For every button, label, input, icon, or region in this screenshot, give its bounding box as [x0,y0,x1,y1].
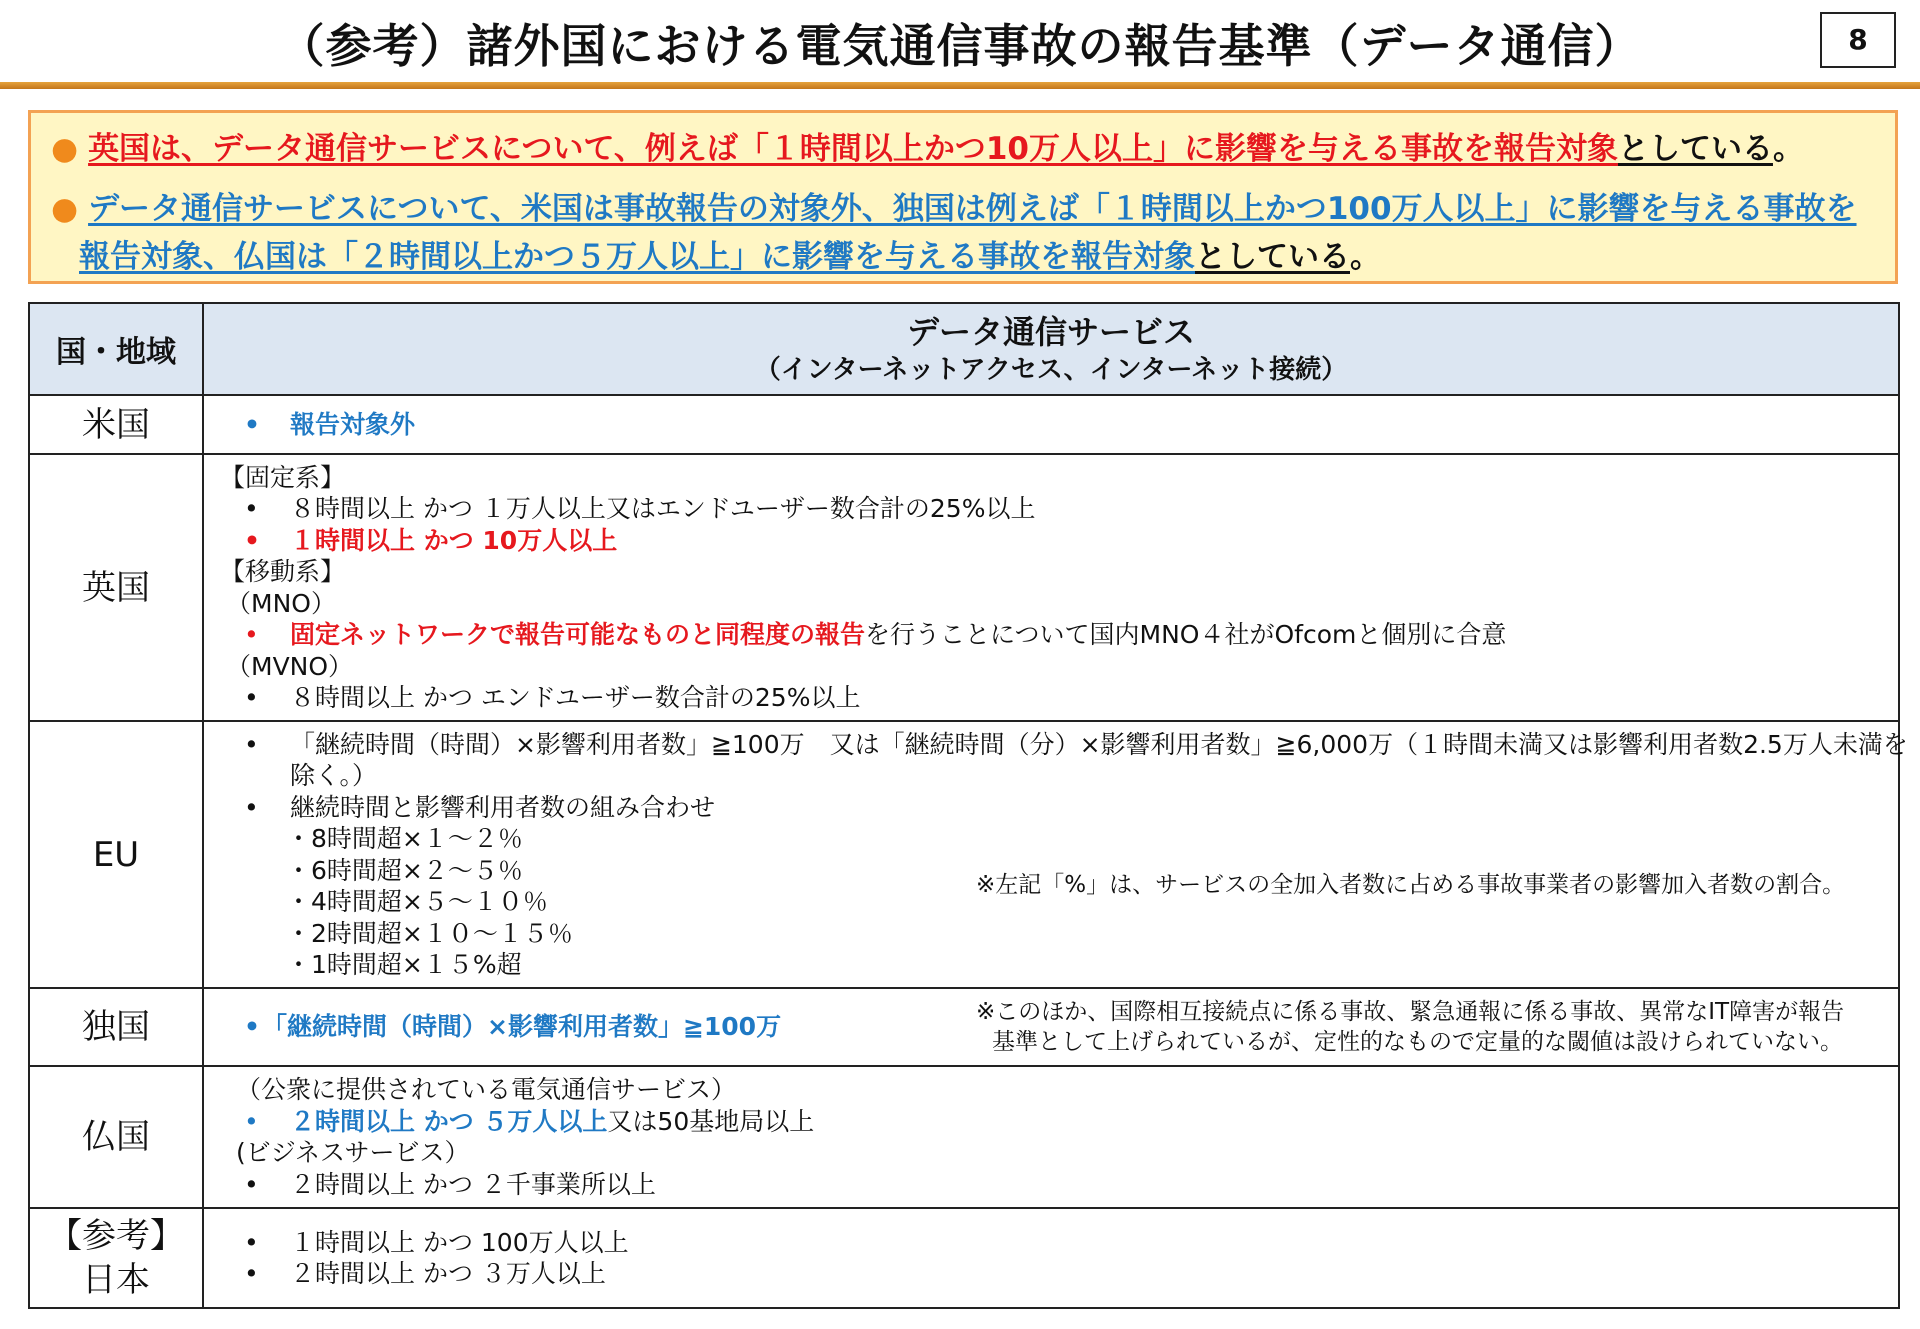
header-service [203,303,1899,395]
bullet-icon: • [244,409,260,439]
fr-public-rest: 又は50基地局以上 [607,1106,815,1136]
eu-note: ※左記「%」は、サービスの全加入者数に占める事故事業者の影響加入者数の割合。 [976,872,1846,898]
country-fr: 仏国 [29,1066,203,1208]
uk-mvno-1: ８時間以上 かつ エンドユーザー数合計の25%以上 [290,683,861,712]
summary-1-rest: としている [1617,131,1773,167]
de-note-1: ※このほか、国際相互接続点に係る事故、緊急通報に係る事故、異常なIT障害が報告 [976,999,1845,1025]
summary-2-rest: としている [1195,239,1350,275]
bullet-icon: ● [51,191,79,227]
eu-combo: ・1時間超×１５%超 [286,950,522,979]
bullet-icon: • [244,1227,259,1257]
uk-fixed-1: ８時間以上 かつ １万人以上又はエンドユーザー数合計の25%以上 [290,494,1036,523]
country-uk: 英国 [29,454,203,721]
summary-line-2b [79,235,1381,279]
eu-item1-a: 「継続時間（時間）×影響利用者数」≧100万 又は「継続時間（分）×影響利用者数」≧6,000万（１時間未満又は影響利用者数2.5万人未満を [290,729,1908,759]
country-de: 独国 [29,988,203,1066]
page-title: （参考）諸外国における電気通信事故の報告基準（データ通信） [278,19,1642,73]
uk-fixed-2: １時間以上 かつ 10万人以上 [290,525,618,555]
bullet-icon: • [244,494,259,523]
bullet-icon: • [244,1106,259,1136]
eu-item1-b: 除く。） [290,761,378,790]
cell-eu [203,721,1908,988]
summary-1-end: 。 [1772,131,1804,167]
summary-1-highlight: 英国は、データ通信サービスについて、例えば「１時間以上かつ10万人以上」に影響を与える事故を報告対象 [88,131,1618,167]
bullet-icon: • [244,1169,259,1199]
uk-mno-highlight: 固定ネットワークで報告可能なものと同程度の報告 [290,620,866,649]
summary-box [28,110,1898,284]
bullet-icon: • [244,729,259,759]
bullet-icon: ● [51,131,79,167]
summary-line-1 [51,127,1804,171]
table-row-jp [29,1208,1899,1308]
page-number: 8 [1820,12,1896,68]
title-divider [0,82,1920,89]
summary-2-highlight-a: データ通信サービスについて、米国は事故報告の対象外、独国は例えば「１時間以上かつ100万人以上」に影響を与える事故を [88,191,1857,227]
uk-mobile-label: 【移動系】 [220,557,346,586]
header-country: 国・地域 [29,303,203,395]
de-note-2: 基準として上げられているが、定性的なもので定量的な閾値は設けられていない。 [992,1029,1843,1055]
summary-line-2 [51,187,1857,231]
jp-item1: １時間以上 かつ 100万人以上 [290,1227,629,1257]
country-us: 米国 [29,395,203,454]
fr-public-highlight: ２時間以上 かつ ５万人以上 [290,1106,608,1136]
eu-combo: ・4時間超×５～１０％ [286,887,548,916]
eu-combo: ・6時間超×２～５％ [286,855,523,885]
country-jp [29,1208,203,1308]
uk-mno-label: （MNO） [226,588,336,618]
header-service-title: データ通信サービス [906,313,1195,351]
bullet-icon: • [244,1259,259,1288]
summary-2-highlight-b: 報告対象、仏国は「２時間以上かつ５万人以上」に影響を与える事故を報告対象 [79,239,1195,275]
criteria-table [28,302,1908,1309]
fr-business-label: (ビジネスサービス） [236,1138,470,1167]
jp-item2: ２時間以上 かつ ３万人以上 [290,1259,606,1288]
uk-mno-rest: を行うことについて国内MNO４社がOfcomと個別に合意 [865,620,1507,649]
table-row-fr [29,1066,1899,1208]
cell-fr [203,1066,1899,1208]
summary-2-end: 。 [1350,239,1381,275]
table-row-us [29,395,1899,454]
fr-business-1: ２時間以上 かつ ２千事業所以上 [290,1169,656,1199]
cell-de [203,988,1899,1066]
bullet-icon: • [244,620,259,649]
header-service-subtitle: （インターネットアクセス、インターネット接続） [754,355,1348,385]
cell-us [203,395,1899,454]
table-row-de [29,988,1899,1066]
eu-combo: ・2時間超×１０～１５％ [286,918,573,948]
cell-uk [203,454,1899,721]
table-row-eu [29,721,1899,988]
cell-jp [203,1208,1899,1308]
fr-public-label: （公衆に提供されている電気通信サービス） [236,1075,737,1104]
jp-name-1: 【参考】 [48,1216,184,1256]
bullet-icon: • [244,683,259,712]
us-item: 報告対象外 [290,409,416,439]
table-header-row [29,303,1899,395]
jp-name-2: 日本 [82,1260,150,1300]
bullet-icon: • [244,525,260,555]
country-eu: EU [29,721,203,988]
uk-mvno-label: （MVNO） [226,651,354,681]
de-item: 「継続時間（時間）×影響利用者数」≧100万 [262,1012,782,1042]
table-row-uk [29,454,1899,721]
uk-fixed-label: 【固定系】 [220,462,346,492]
eu-item2: 継続時間と影響利用者数の組み合わせ [290,792,716,822]
eu-combo: ・8時間超×１～２％ [286,824,523,853]
bullet-icon: • [244,1012,260,1042]
bullet-icon: • [244,792,259,822]
